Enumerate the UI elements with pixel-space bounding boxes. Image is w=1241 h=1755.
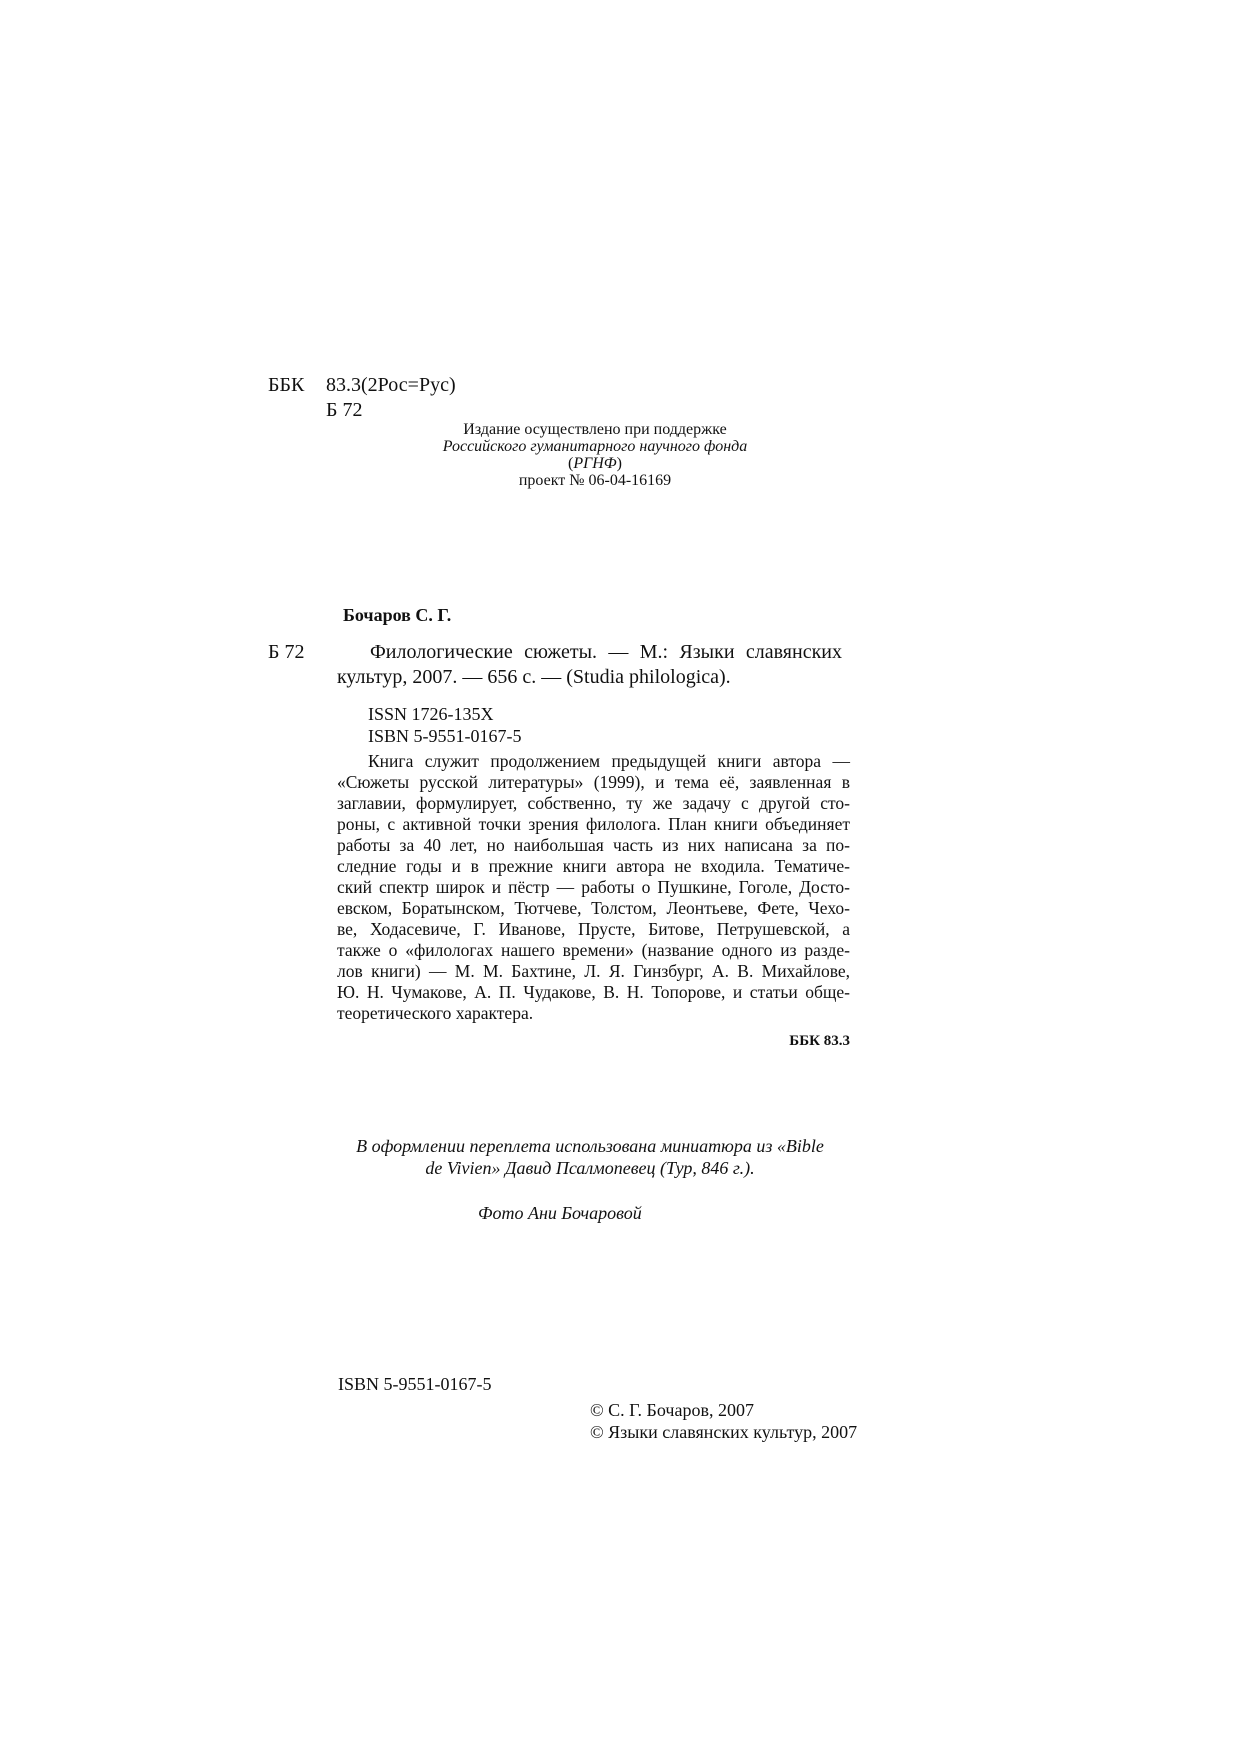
copyright-publisher: © Языки славянских культур, 2007 [590,1422,858,1442]
record-issn: ISSN 1726-135X [368,704,494,724]
record-author: Бочаров С. Г. [343,605,452,625]
support-fund-abbr [380,455,810,473]
photo-credit: Фото Ани Бочаровой [478,1203,642,1223]
annotation-line: роны, с активной точки зрения филолога. План книги объединяет [337,814,850,834]
annotation-line: работы за 40 лет, но наибольшая часть из них написана за по- [337,835,850,855]
support-abbr: РГНФ [573,455,617,472]
record-title-line-2: культур, 2007. — 656 с. — (Studia philologica). [337,666,731,688]
bbk-code: 83.3(2Рос=Рус) [326,374,456,396]
annotation-line: лов книги) — М. М. Бахтине, Л. Я. Гинзбург, А. В. Михайлове, [337,961,850,981]
bbk-label: ББК [268,374,305,396]
footer-isbn: ISBN 5-9551-0167-5 [338,1374,492,1394]
annotation-bbk: ББК 83.3 [789,1033,850,1049]
cover-note-line-2: de Vivien» Давид Псалмопевец (Тур, 846 г.). [425,1158,755,1178]
author-mark: Б 72 [326,399,363,421]
support-line-1: Издание осуществлено при поддержке [463,421,727,438]
annotation-line: Книга служит продолжением предыдущей книги автора — [368,751,850,771]
annotation-line: ский спектр широк и пёстр — работы о Пушкине, Гоголе, Досто- [337,877,850,897]
annotation-line: Ю. Н. Чумакове, А. П. Чудакове, В. Н. Топорове, и статьи обще- [337,982,850,1002]
annotation-line: теоретического характера. [337,1003,534,1023]
annotation-line: также о «филологах нашего времени» (название одного из разде- [337,940,850,960]
annotation-line: «Сюжеты русской литературы» (1999), и тема её, заявленная в [337,772,850,792]
copyright-author: © С. Г. Бочаров, 2007 [590,1400,754,1420]
annotation-line: ве, Ходасевиче, Г. Иванове, Прусте, Битове, Петрушевской, а [337,919,850,939]
annotation-line: евском, Боратынском, Тютчеве, Толстом, Леонтьеве, Фете, Чехо- [337,898,850,918]
support-paren-open: ( [568,455,574,472]
record-title-line-1: Филологические сюжеты. — М.: Языки славянских [370,641,842,663]
annotation-line: следние годы и в прежние книги автора не входила. Тематиче- [337,856,850,876]
support-project-number: проект № 06-04-16169 [518,472,672,489]
record-mark: Б 72 [268,641,305,663]
support-fund-name: Российского гуманитарного научного фонда [442,438,748,455]
annotation-line: заглавии, формулирует, собственно, ту же задачу с другой сто- [337,793,850,813]
support-paren-close: ) [616,455,622,472]
annotation [337,751,850,1024]
record-isbn: ISBN 5-9551-0167-5 [368,726,522,746]
cover-note-line-1: В оформлении переплета использована миниатюра из «Bible [356,1136,824,1156]
